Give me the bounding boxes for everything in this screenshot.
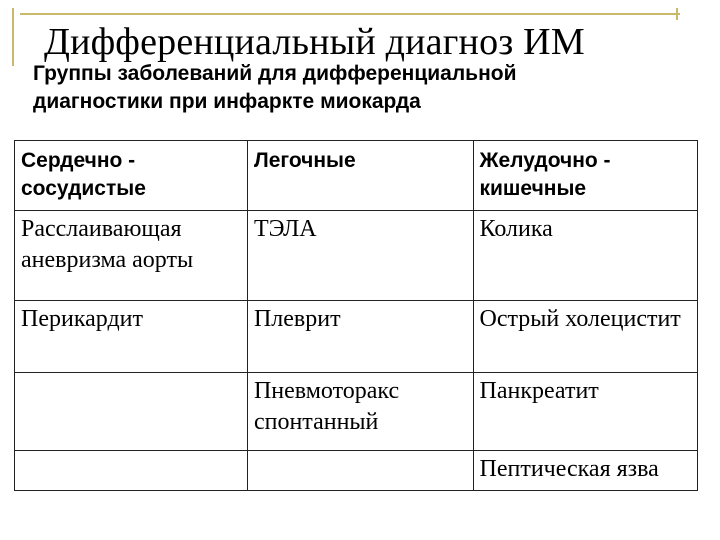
table-cell: Плеврит <box>247 301 473 373</box>
table-cell <box>247 451 473 491</box>
table-cell: Перикардит <box>15 301 248 373</box>
differential-diagnosis-table <box>14 140 698 491</box>
table-cell: Колика <box>473 211 698 301</box>
slide-title: Дифференциальный диагноз ИМ <box>44 21 585 63</box>
table-header-row <box>15 141 698 211</box>
right-decorative-rule <box>676 8 678 20</box>
table-cell <box>15 373 248 451</box>
table-cell: Пневмоторакс спонтанный <box>247 373 473 451</box>
header-gastrointestinal: Желудочно - кишечные <box>473 141 698 211</box>
table-row <box>15 451 698 491</box>
top-decorative-rule <box>20 13 680 15</box>
table-cell: Острый холецистит <box>473 301 698 373</box>
header-pulmonary: Легочные <box>247 141 473 211</box>
table-cell: Расслаивающая аневризма аорты <box>15 211 248 301</box>
header-cardiovascular: Сердечно - сосудистые <box>15 141 248 211</box>
table-row <box>15 211 698 301</box>
table-cell <box>15 451 248 491</box>
table-row <box>15 301 698 373</box>
table-row <box>15 373 698 451</box>
table-cell: Панкреатит <box>473 373 698 451</box>
slide-subtitle: Группы заболеваний для дифференциальной диагностики при инфаркте миокарда <box>33 62 517 113</box>
left-decorative-rule <box>12 8 14 66</box>
table-cell: Пептическая язва <box>473 451 698 491</box>
table-cell: ТЭЛА <box>247 211 473 301</box>
